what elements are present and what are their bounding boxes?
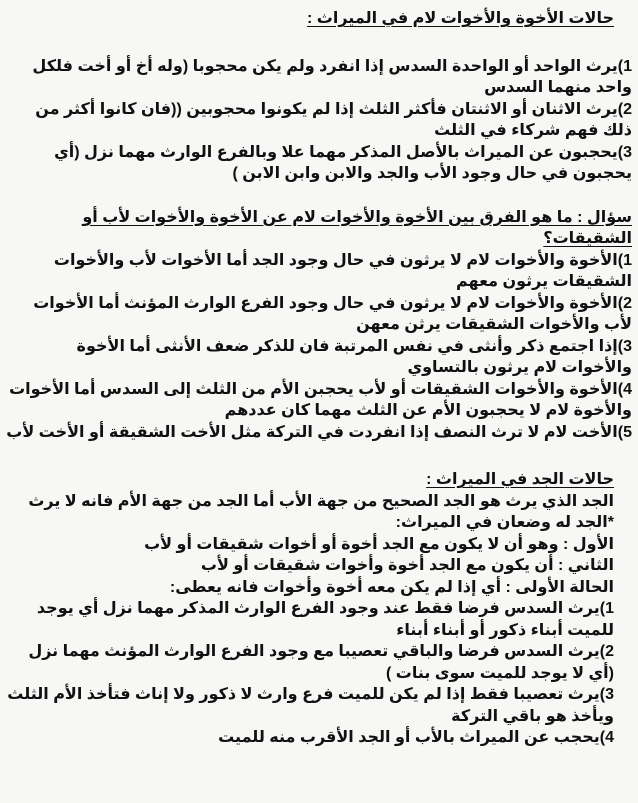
section1 xyxy=(6,8,614,30)
list-item: 2)يرث السدس فرضا والباقي تعصيبا مع وجود الفرع الوارث المؤنث مهما نزل (أي لا يوجد للميت سوى بنات ) xyxy=(28,643,614,682)
list-item: 1)يرث الواحد أو الواحدة السدس إذا انفرد ولم يكن محجوبا (وله أخ أو أخت فلكل واحد منهما السدس xyxy=(32,57,632,96)
list-item: 1)الأخوة والأخوات لام لا يرثون في حال وجود الجد أما الأخوات لأب والأخوات الشقيقات يرثون معهم xyxy=(53,251,632,290)
section3 xyxy=(6,469,632,749)
list-item: 4)الأخوة والأخوات الشقيقات أو لأب يحجبن الأم من الثلث إلى السدس أما الأخوات والأخوة لام لا يحجبون الأم عن الثلث مهما كان عددهم xyxy=(9,380,632,419)
text-line: الحالة الأولى : أي إذا لم يكن معه أخوة وأخوات فانه يعطى: xyxy=(169,578,614,596)
list-item: 3)إذا اجتمع ذكر وأنثى في نفس المرتبة فان للذكر ضعف الأنثى أما الأخوة والأخوات لام يرثون بالتساوي xyxy=(76,337,632,376)
text-line: *الجد له وضعان في الميراث: xyxy=(395,514,614,531)
list-item: 3)يحجبون عن الميراث بالأصل المذكر مهما علا وبالفرع الوارث مهما نزل (أي يحجبون في حال وجود الأب والجد والابن وابن الابن ) xyxy=(54,143,632,182)
list-item: 4)يحجب عن الميراث بالأب أو الجد الأقرب منه للميت xyxy=(218,729,614,746)
section1-list xyxy=(6,56,632,185)
list-item: 2)الأخوة والأخوات لام لا يرثون في حال وجود الفرع الوارث المؤنث أما الأخوات لأب والأخوات الشقيقات يرثن معهن xyxy=(33,294,632,333)
list-item: 2)يرث الاثنان أو الاثنتان فأكثر الثلث إذا لم يكونوا محجوبين ((فان كانوا أكثر من ذلك فهم شركاء في الثلث xyxy=(35,100,632,139)
text-line: الأول : وهو أن لا يكون مع الجد أخوة أو أخوات شقيقات أو لأب xyxy=(144,535,614,553)
section3-heading: حالات الجد في الميراث : xyxy=(426,471,614,488)
section2 xyxy=(6,207,632,444)
list-item: 1)يرث السدس فرضا فقط عند وجود الفرع الوارث المذكر مهما نزل أي يوجد للميت أبناء ذكور أو أبناء أبناء xyxy=(36,600,614,639)
section1-heading: حالات الأخوة والأخوات لام في الميراث : xyxy=(307,10,614,27)
text-line: الجد الذي يرث هو الجد الصحيح من جهة الأب أما الجد من جهة الأم فانه لا يرث xyxy=(28,492,614,510)
section2-heading: سؤال : ما هو الفرق بين الأخوة والأخوات لام عن الأخوة والأخوات لأب أو الشقيقات؟ xyxy=(82,208,632,247)
list-item: 3)يرث تعصيبا فقط إذا لم يكن للميت فرع وارث لا ذكور ولا إناث فتأخذ الأم الثلث ويأخذ هو باقي التركة xyxy=(7,686,614,725)
text-line: الثاني : أن يكون مع الجد أخوة وأخوات شقيقات أو لأب xyxy=(200,557,614,574)
list-item: 5)الأخت لام لا ترث النصف إذا انفردت في التركة مثل الأخت الشقيقة أو الأخت لأب xyxy=(6,423,632,441)
